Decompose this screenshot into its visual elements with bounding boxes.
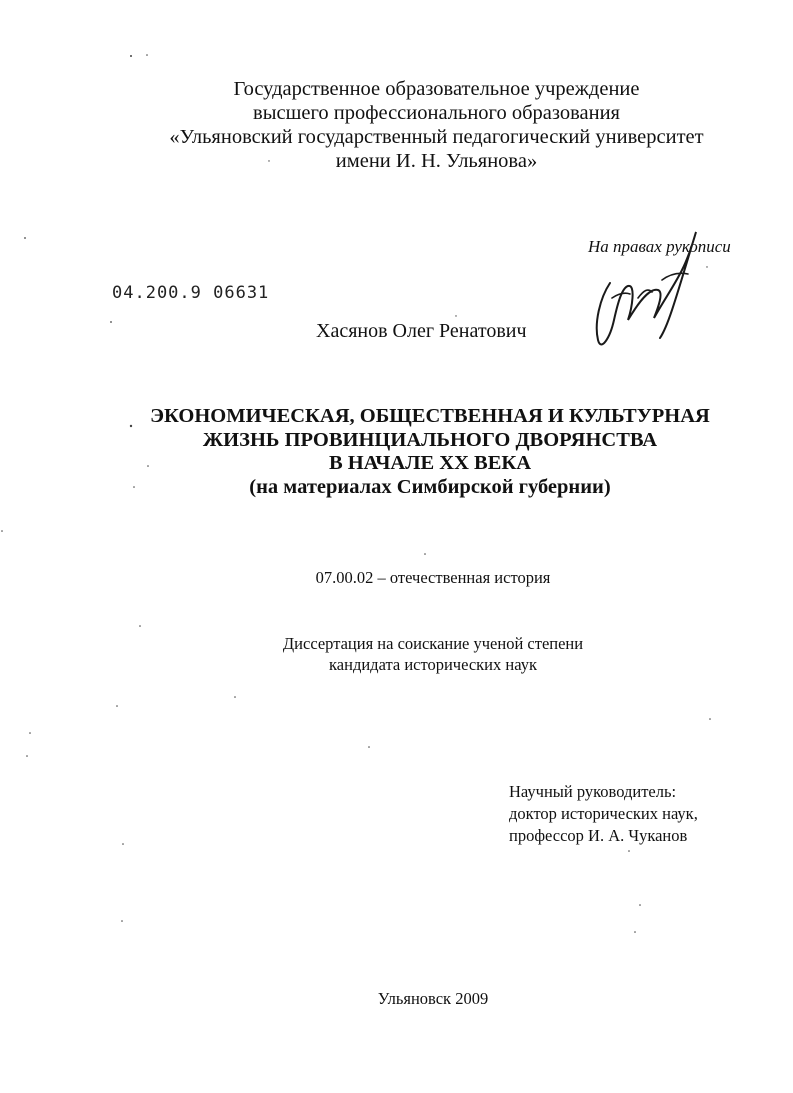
institution-line: высшего профессионального образования [253,102,620,124]
manuscript-note: На правах рукописи [588,237,731,256]
title-line: (на материалах Симбирской губернии) [249,475,611,498]
title-line: В НАЧАЛЕ ХХ ВЕКА [328,452,532,474]
specialty-code: 07.00.02 – отечественная история [315,568,551,587]
title-line: ЭКОНОМИЧЕСКАЯ, ОБЩЕСТВЕННАЯ И КУЛЬТУРНАЯ [150,405,710,427]
scientific-advisor [509,781,698,847]
author-name: Хасянов Олег Ренатович [316,320,527,342]
signature [588,228,708,353]
institution-line: «Ульяновский государственный педагогический университет [169,126,704,148]
advisor-line: Научный руководитель: [509,782,677,801]
degree-statement [100,633,766,675]
dissertation-title [100,405,760,499]
inventory-stamp: 04.200.9 06631 [112,283,270,303]
degree-line: кандидата исторических наук [329,655,537,674]
institution-line: имени И. Н. Ульянова» [335,150,538,172]
city-year: Ульяновск 2009 [377,989,489,1008]
degree-line: Диссертация на соискание ученой степени [282,634,584,653]
institution-header [100,77,773,173]
advisor-line: доктор исторических наук, [509,804,698,823]
title-line: ЖИЗНЬ ПРОВИНЦИАЛЬНОГО ДВОРЯНСТВА [202,428,658,451]
advisor-line: профессор И. А. Чуканов [509,826,688,845]
institution-line: Государственное образовательное учреждение [233,78,640,100]
